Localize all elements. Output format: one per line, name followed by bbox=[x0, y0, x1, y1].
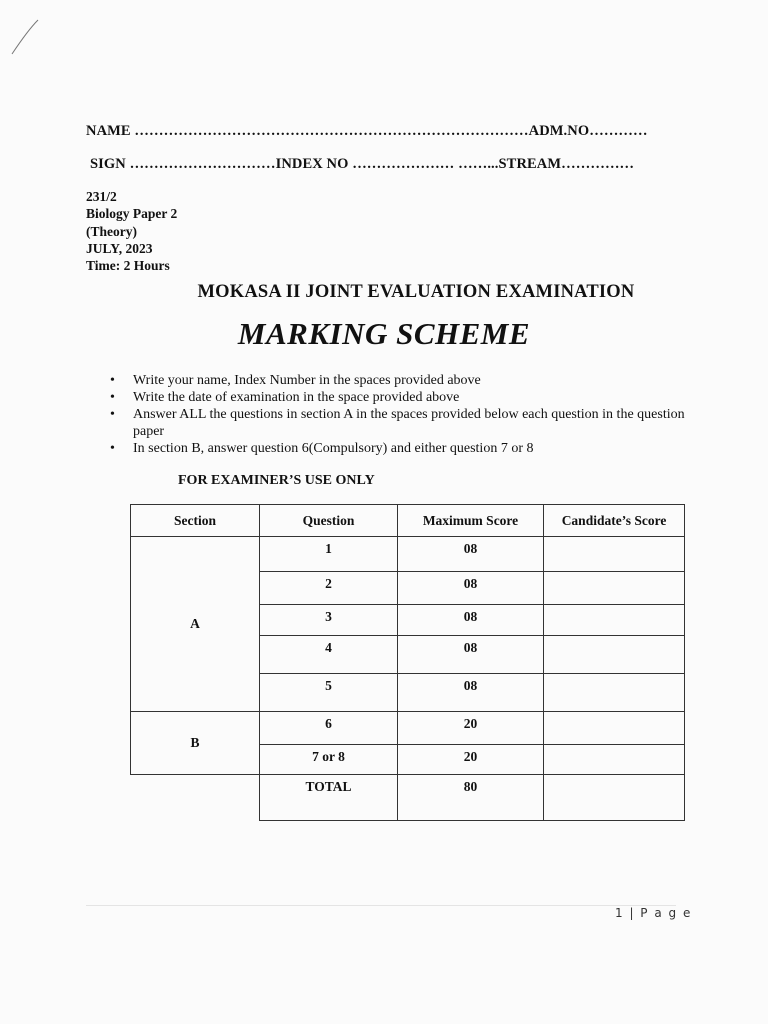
candidate-score-cell bbox=[544, 636, 685, 674]
exam-title: MOKASA II JOINT EVALUATION EXAMINATION bbox=[197, 282, 635, 302]
candidate-score-cell bbox=[544, 712, 685, 745]
question-cell: 3 bbox=[260, 605, 398, 636]
total-value-cell: 80 bbox=[398, 775, 544, 821]
max-score-cell: 08 bbox=[398, 537, 544, 572]
table-header-row bbox=[131, 505, 685, 537]
total-row-empty-cell bbox=[131, 775, 260, 821]
paper-type: (Theory) bbox=[86, 223, 137, 239]
max-score-cell: 08 bbox=[398, 605, 544, 636]
name-adm-line: NAME ………………………………………………………………………ADM.NO………… bbox=[86, 123, 648, 139]
question-cell: 1 bbox=[260, 537, 398, 572]
paper-time: Time: 2 Hours bbox=[86, 258, 170, 274]
paper-code: 231/2 bbox=[86, 189, 117, 204]
candidate-score-cell bbox=[544, 605, 685, 636]
examiner-heading: FOR EXAMINER’S USE ONLY bbox=[178, 473, 375, 488]
pen-stroke-mark bbox=[4, 8, 44, 58]
candidate-score-cell bbox=[544, 572, 685, 605]
instruction-item: • Answer ALL the questions in section A in the spaces provided below each question in the question paper bbox=[108, 406, 688, 440]
paper-subject: Biology Paper 2 bbox=[86, 206, 178, 222]
instruction-item: • In section B, answer question 6(Compulsory) and either question 7 or 8 bbox=[108, 440, 688, 457]
candidate-score-cell bbox=[544, 537, 685, 572]
header-candidate-score: Candidate’s Score bbox=[544, 505, 685, 537]
instruction-item: • Write your name, Index Number in the spaces provided above bbox=[108, 372, 688, 389]
footer-divider bbox=[86, 905, 676, 906]
question-cell: 2 bbox=[260, 572, 398, 605]
header-section: Section bbox=[131, 505, 260, 537]
candidate-score-cell bbox=[544, 674, 685, 712]
section-b-cell: B bbox=[131, 712, 260, 775]
section-a-cell: A bbox=[131, 537, 260, 712]
total-label-cell: TOTAL bbox=[260, 775, 398, 821]
max-score-cell: 20 bbox=[398, 712, 544, 745]
paper-info bbox=[86, 188, 177, 274]
instruction-item: • Write the date of examination in the space provided above bbox=[108, 389, 688, 406]
max-score-cell: 20 bbox=[398, 745, 544, 775]
instructions-list bbox=[108, 372, 688, 457]
page-number: 1 | P a g e bbox=[615, 906, 692, 920]
total-row bbox=[131, 775, 685, 821]
table-row bbox=[131, 537, 685, 572]
paper-date: JULY, 2023 bbox=[86, 240, 153, 256]
document-title: MARKING SCHEME bbox=[237, 316, 531, 351]
score-table bbox=[130, 504, 685, 821]
max-score-cell: 08 bbox=[398, 674, 544, 712]
header-max-score: Maximum Score bbox=[398, 505, 544, 537]
question-cell: 6 bbox=[260, 712, 398, 745]
header-question: Question bbox=[260, 505, 398, 537]
candidate-score-cell bbox=[544, 745, 685, 775]
table-row bbox=[131, 712, 685, 745]
max-score-cell: 08 bbox=[398, 572, 544, 605]
question-cell: 4 bbox=[260, 636, 398, 674]
candidate-total-cell bbox=[544, 775, 685, 821]
question-cell: 5 bbox=[260, 674, 398, 712]
sign-index-stream-line: SIGN …………………………INDEX NO ………………… ……...STREAM…………… bbox=[90, 156, 635, 172]
max-score-cell: 08 bbox=[398, 636, 544, 674]
question-cell: 7 or 8 bbox=[260, 745, 398, 775]
